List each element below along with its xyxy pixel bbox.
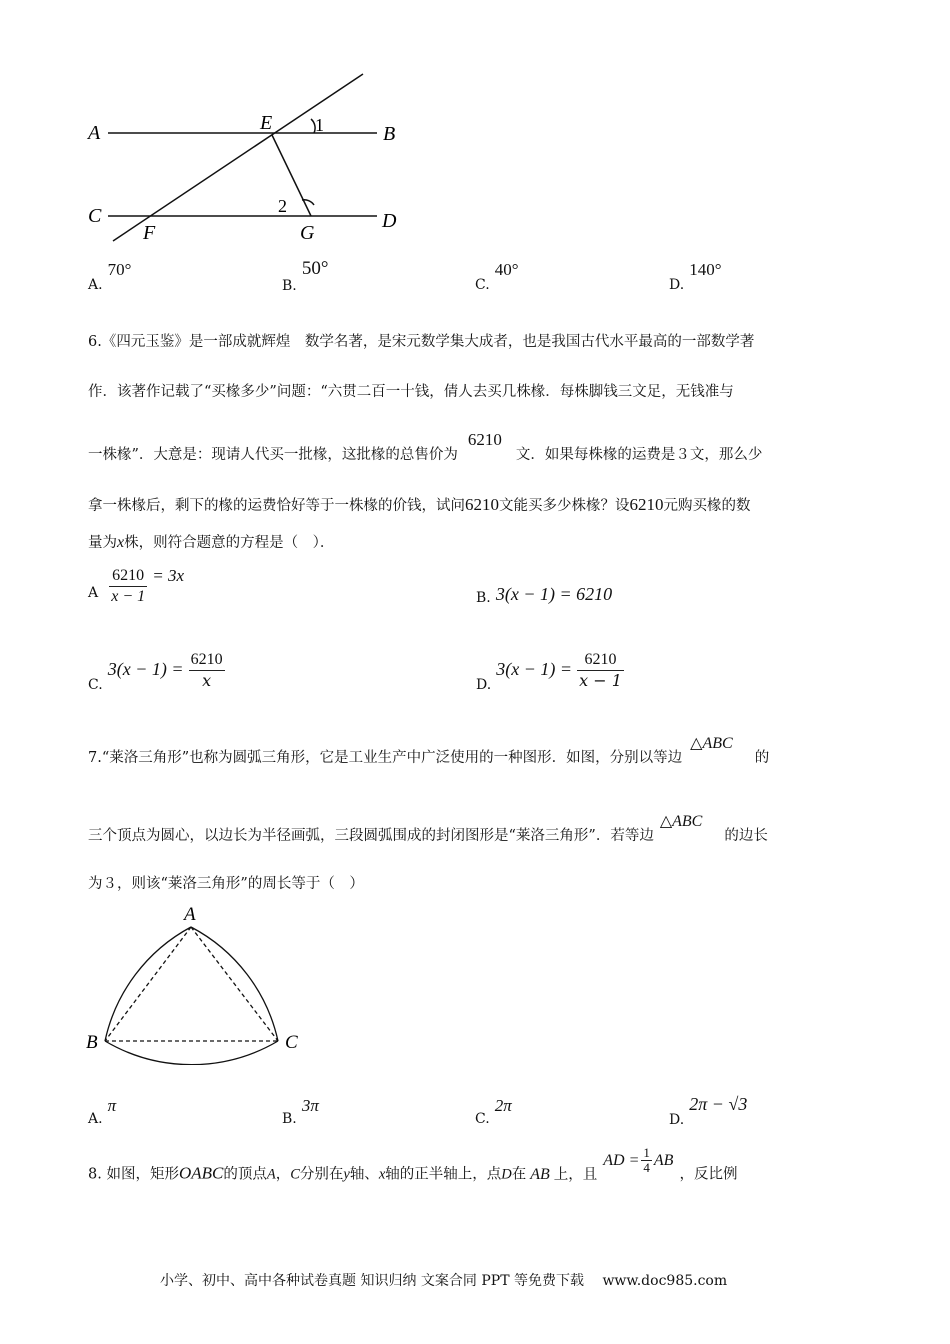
q6-price: 6210	[467, 430, 502, 449]
q5-option-b[interactable]	[282, 258, 329, 294]
q7-option-d[interactable]	[669, 1094, 748, 1128]
rect-oabc: OABC	[178, 1163, 224, 1183]
parallel-lines-figure	[80, 65, 420, 250]
angle-2-label: 2	[278, 196, 287, 216]
numerator: 1	[643, 1145, 650, 1160]
point-c: C	[290, 1166, 300, 1183]
q6-line-3-a: 一株椽”．大意是：现请人代买一批椽，这批椽的总售价为	[88, 447, 458, 463]
q6-price-2: 6210	[465, 495, 499, 514]
q6-line-1: 6.《四元玉鉴》是一部成就辉煌 数学名著，是宋元数学集大成者，也是我国古代水平最高的一部数学著	[88, 334, 755, 350]
option-letter: D.	[476, 677, 492, 693]
q6-line-4-a: 拿一株椽后，剩下的椽的运费恰好等于一株椽的价钱，试问	[88, 498, 465, 514]
q7-line-2-b: 的边长	[724, 828, 768, 844]
q8-line-1	[88, 1145, 738, 1189]
fraction-quarter	[641, 1146, 652, 1175]
axis-y: y	[343, 1166, 350, 1183]
label-G: G	[300, 222, 315, 244]
q6-line-5	[88, 533, 334, 553]
q7-line-1	[88, 735, 770, 768]
option-value: π	[107, 1096, 117, 1115]
option-letter: B.	[282, 278, 297, 294]
q8-text-c: 分别在	[299, 1166, 344, 1183]
footer-url[interactable]: www.doc985.com	[602, 1273, 728, 1289]
q6-line-4-c: 元购买椽的数	[663, 498, 751, 514]
option-value: 140°	[689, 260, 722, 279]
footer-text: 小学、初中、高中各种试卷真题 知识归纳 文案合同 PPT 等免费下载	[160, 1273, 584, 1289]
option-value: 50°	[301, 258, 329, 279]
q7-line-2	[88, 813, 768, 846]
q8-text-f: 在	[511, 1166, 527, 1183]
q6-line-3	[88, 430, 763, 465]
label-B: B	[383, 123, 396, 145]
q8-text-b: 的顶点	[223, 1166, 267, 1183]
option-letter: D.	[669, 277, 685, 293]
q7-line-2-a: 三个顶点为圆心，以边长为半径画弧，三段圆弧围成的封闭图形是“莱洛三角形”．若等边	[88, 828, 654, 844]
q7-line-3: 为３，则该“莱洛三角形”的周长等于（ ）	[88, 876, 364, 892]
option-value: 2π	[494, 1096, 512, 1115]
q7-line-1-a: 7.“莱洛三角形”也称为圆弧三角形，它是工业生产中广泛使用的一种图形．如图，分别以等边	[88, 750, 683, 766]
segment-ab: AB	[530, 1165, 550, 1183]
point-d: D	[501, 1166, 512, 1183]
label-C: C	[88, 205, 102, 227]
option-letter: A	[88, 585, 99, 601]
q8-text-e: 轴的正半轴上，点	[385, 1166, 502, 1183]
q6-option-a[interactable]	[88, 566, 184, 607]
q6-option-c[interactable]	[88, 650, 225, 691]
page-footer	[160, 1270, 727, 1290]
numerator: 6210	[577, 650, 624, 671]
option-value: 2π − √3	[689, 1094, 748, 1114]
reuleaux-triangle-figure	[80, 900, 340, 1065]
q6-line-3-b: 文．如果每株椽的运费是３文，那么少	[515, 447, 763, 463]
q6-line-4-b: 文能买多少株椽？设	[499, 498, 630, 514]
q7-line-1-b: 的	[754, 750, 770, 766]
q5-option-a[interactable]	[88, 260, 132, 293]
option-rhs: = 3x	[152, 566, 184, 585]
triangle-abc-2: △ABC	[659, 813, 703, 830]
option-letter: A.	[88, 277, 103, 293]
q6-line-2: 作．该著作记载了“买椽多少”问题：“六贯二百一十钱，倩人去买几株椽．每株脚钱三文足，无钱准与	[88, 384, 734, 400]
q6-option-b[interactable]	[476, 584, 612, 605]
q5-option-c[interactable]	[475, 260, 519, 293]
q8-text-g: 上，且	[553, 1166, 598, 1183]
option-letter: A.	[88, 1111, 103, 1127]
q8-text-h: ，反比例	[679, 1166, 738, 1183]
option-lhs: 3(x − 1) =	[107, 659, 184, 679]
q8-text-d: 轴、	[349, 1166, 379, 1183]
segment-ab-2: AB	[653, 1151, 674, 1169]
option-letter: C.	[88, 677, 103, 693]
label-A: A	[88, 122, 101, 144]
option-letter: C.	[475, 277, 490, 293]
q8-text-a: 8. 如图，矩形	[88, 1166, 179, 1183]
option-value: 70°	[107, 260, 132, 279]
triangle-abc: △ABC	[690, 735, 733, 752]
point-a: A	[266, 1166, 276, 1183]
axis-x: x	[378, 1166, 386, 1183]
option-value: 3π	[301, 1096, 319, 1115]
numerator: 6210	[109, 566, 147, 587]
q6-line-5-b: 株，则符合题意的方程是（ ）．	[124, 535, 335, 551]
option-value: 3(x − 1) = 6210	[495, 584, 613, 604]
ad-equation: AD =	[603, 1151, 640, 1169]
option-letter: C.	[475, 1111, 490, 1127]
label-E: E	[260, 112, 273, 134]
q7-option-a[interactable]	[88, 1096, 117, 1127]
label-C: C	[285, 1032, 298, 1053]
denominator: x − 1	[579, 671, 622, 690]
q6-price-3: 6210	[629, 495, 664, 514]
label-A: A	[184, 904, 196, 925]
q8-comma: ，	[275, 1166, 291, 1183]
label-B: B	[86, 1032, 98, 1053]
option-lhs: 3(x − 1) =	[496, 659, 573, 679]
numerator: 6210	[189, 650, 225, 671]
denominator: x − 1	[111, 588, 146, 605]
option-letter: B.	[282, 1111, 297, 1127]
angle-1-label: 1	[315, 115, 324, 135]
q6-line-5-a: 量为	[88, 535, 117, 551]
option-letter: D.	[669, 1112, 685, 1128]
q6-option-d[interactable]	[476, 650, 624, 691]
q6-variable-x: x	[117, 534, 125, 551]
q5-option-d[interactable]	[669, 260, 722, 293]
q7-option-c[interactable]	[475, 1096, 512, 1127]
label-D: D	[382, 210, 397, 232]
denominator: 4	[643, 1160, 650, 1175]
label-F: F	[143, 222, 156, 244]
q7-option-b[interactable]	[282, 1096, 319, 1127]
fraction	[577, 650, 624, 691]
denominator: x	[202, 671, 212, 690]
option-letter: B.	[476, 590, 491, 606]
q6-line-4	[88, 495, 751, 516]
fraction	[189, 650, 225, 691]
fraction	[109, 566, 147, 607]
option-value: 40°	[494, 260, 519, 279]
